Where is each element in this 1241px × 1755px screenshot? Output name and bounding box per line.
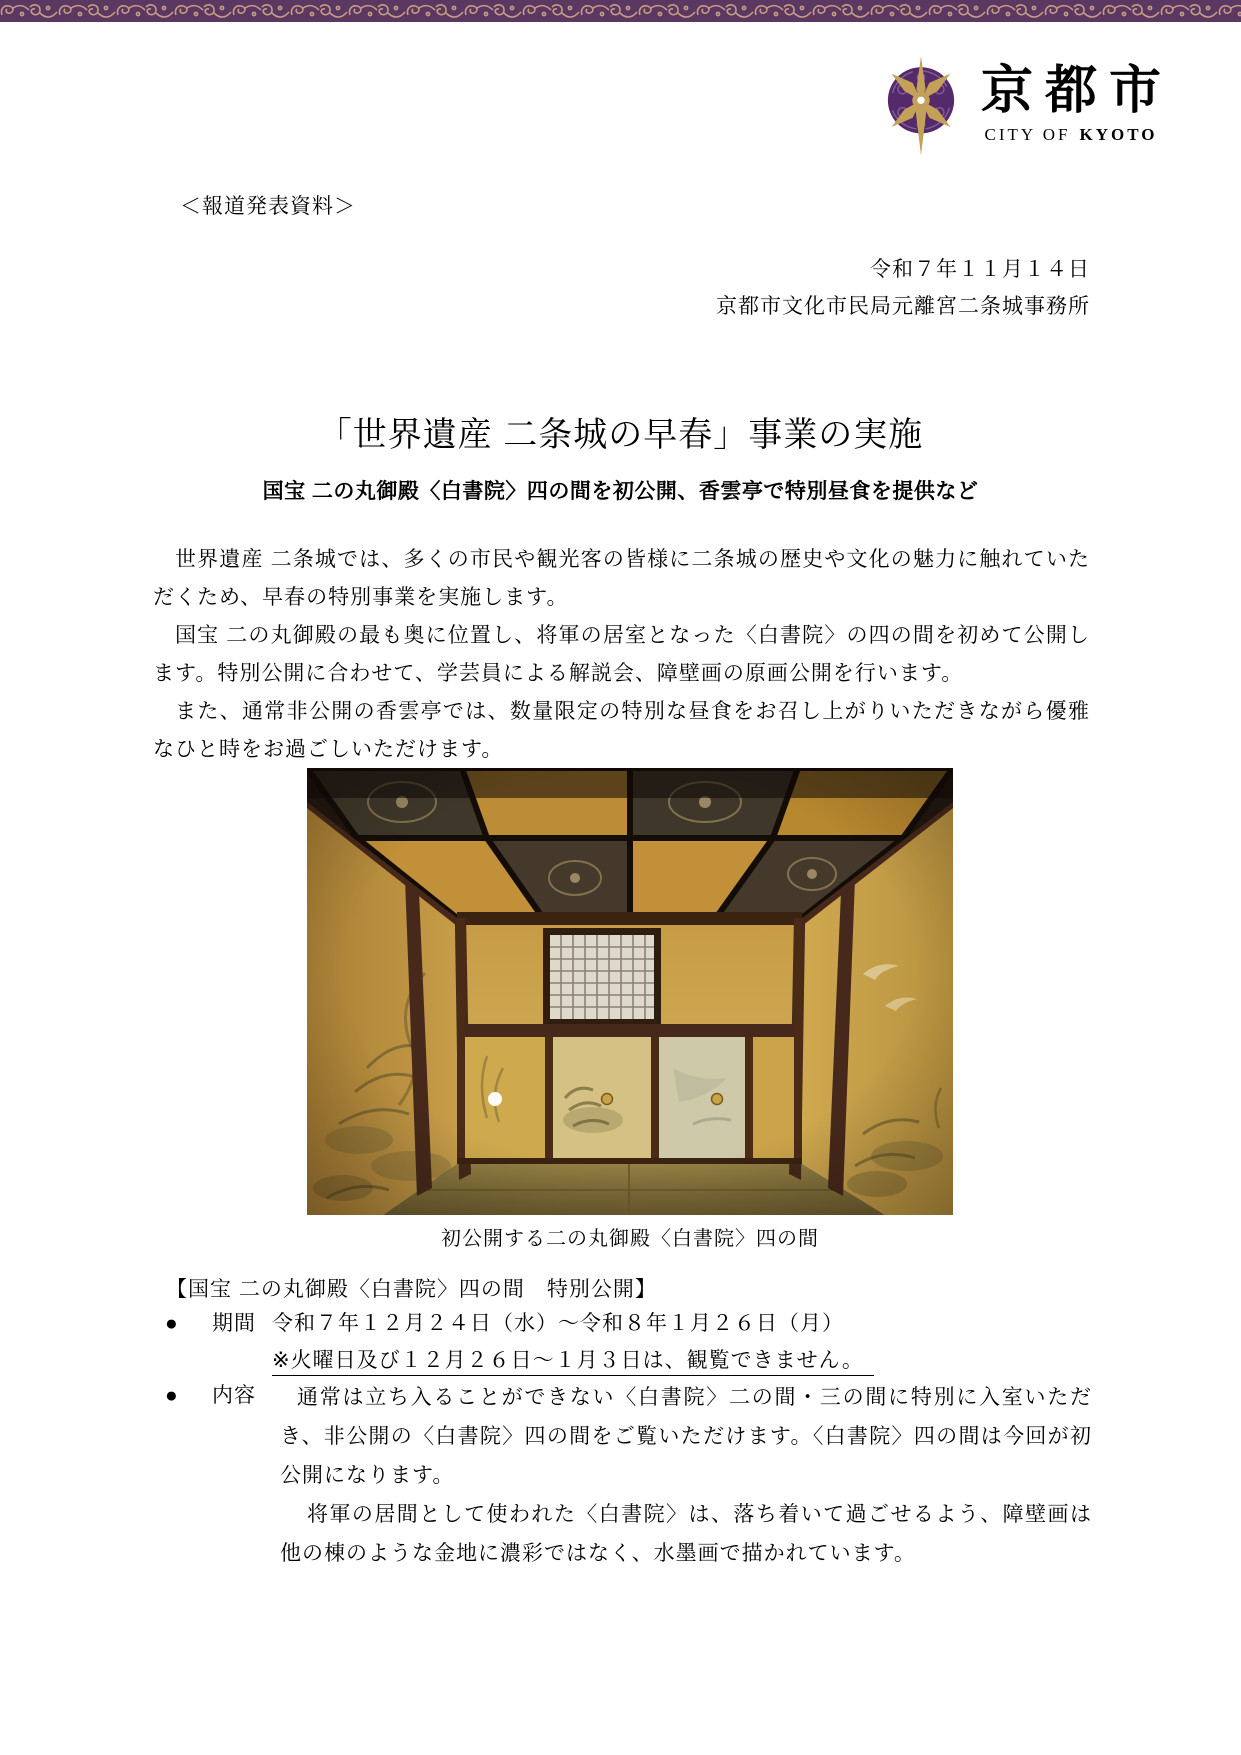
body-text xyxy=(153,541,1090,769)
period-value: 令和７年１２月２４日（水）～令和８年１月２６日（月） xyxy=(272,1312,844,1335)
date-office-block xyxy=(716,251,1090,325)
page-title: 「世界遺産 二条城の早春」事業の実施 xyxy=(317,416,924,454)
body-paragraph-3: また、通常非公開の香雲亭では、数量限定の特別な昼食をお召し上がりいただきながら優雅なひと時をお過ごしいただけます。 xyxy=(153,700,1090,761)
body-paragraph-2: 国宝 二の丸御殿の最も奥に位置し、将軍の居室となった〈白書院〉の四の間を初めて公開します。特別公開に合わせて、学芸員による解説会、障壁画の原画公開を行います。 xyxy=(153,624,1090,685)
section-heading: 【国宝 二の丸御殿〈白書院〉四の間 特別公開】 xyxy=(166,1278,657,1301)
kyoto-city-emblem-icon xyxy=(875,48,967,160)
release-date: 令和７年１１月１４日 xyxy=(870,258,1090,281)
logo-name-en-light: CITY OF xyxy=(984,124,1071,144)
kyoto-city-logo xyxy=(875,48,1173,160)
bullet-icon: ● xyxy=(165,1312,179,1335)
period-label: 期間 xyxy=(212,1312,256,1335)
content-description xyxy=(280,1378,1092,1573)
decorative-border xyxy=(0,0,1241,22)
doc-type-label: ＜報道発表資料＞ xyxy=(180,195,356,218)
closed-days-note xyxy=(272,1344,874,1374)
page-subtitle: 国宝 二の丸御殿〈白書院〉四の間を初公開、香雲亭で特別昼食を提供など xyxy=(262,480,979,503)
room-photo-figure xyxy=(307,768,953,1251)
content-paragraph-1: 通常は立ち入ることができない〈白書院〉二の間・三の間に特別に入室いただき、非公開の〈白書院〉四の間をご覧いただけます。〈白書院〉四の間は今回が初公開になります。 xyxy=(280,1386,1092,1487)
photo-caption: 初公開する二の丸御殿〈白書院〉四の間 xyxy=(441,1228,819,1250)
content-row xyxy=(165,1379,272,1409)
logo-name-jp: 京都市 xyxy=(980,62,1173,121)
room-photo xyxy=(307,768,953,1215)
closed-days-note-text: ※火曜日及び１２月２６日～１月３日は、観覧できません。 xyxy=(272,1349,874,1376)
logo-name-en xyxy=(984,125,1157,145)
issuing-office: 京都市文化市民局元離宮二条城事務所 xyxy=(716,295,1090,318)
logo-name-en-bold: KYOTO xyxy=(1079,124,1158,144)
period-row xyxy=(165,1307,844,1337)
content-label: 内容 xyxy=(212,1384,256,1407)
body-paragraph-1: 世界遺産 二条城では、多くの市民や観光客の皆様に二条城の歴史や文化の魅力に触れていただくため、早春の特別事業を実施します。 xyxy=(153,548,1090,609)
content-paragraph-2: 将軍の居間として使われた〈白書院〉は、落ち着いて過ごせるよう、障壁画は他の棟のような金地に濃彩ではなく、水墨画で描かれています。 xyxy=(280,1503,1092,1565)
bullet-icon: ● xyxy=(165,1384,179,1407)
